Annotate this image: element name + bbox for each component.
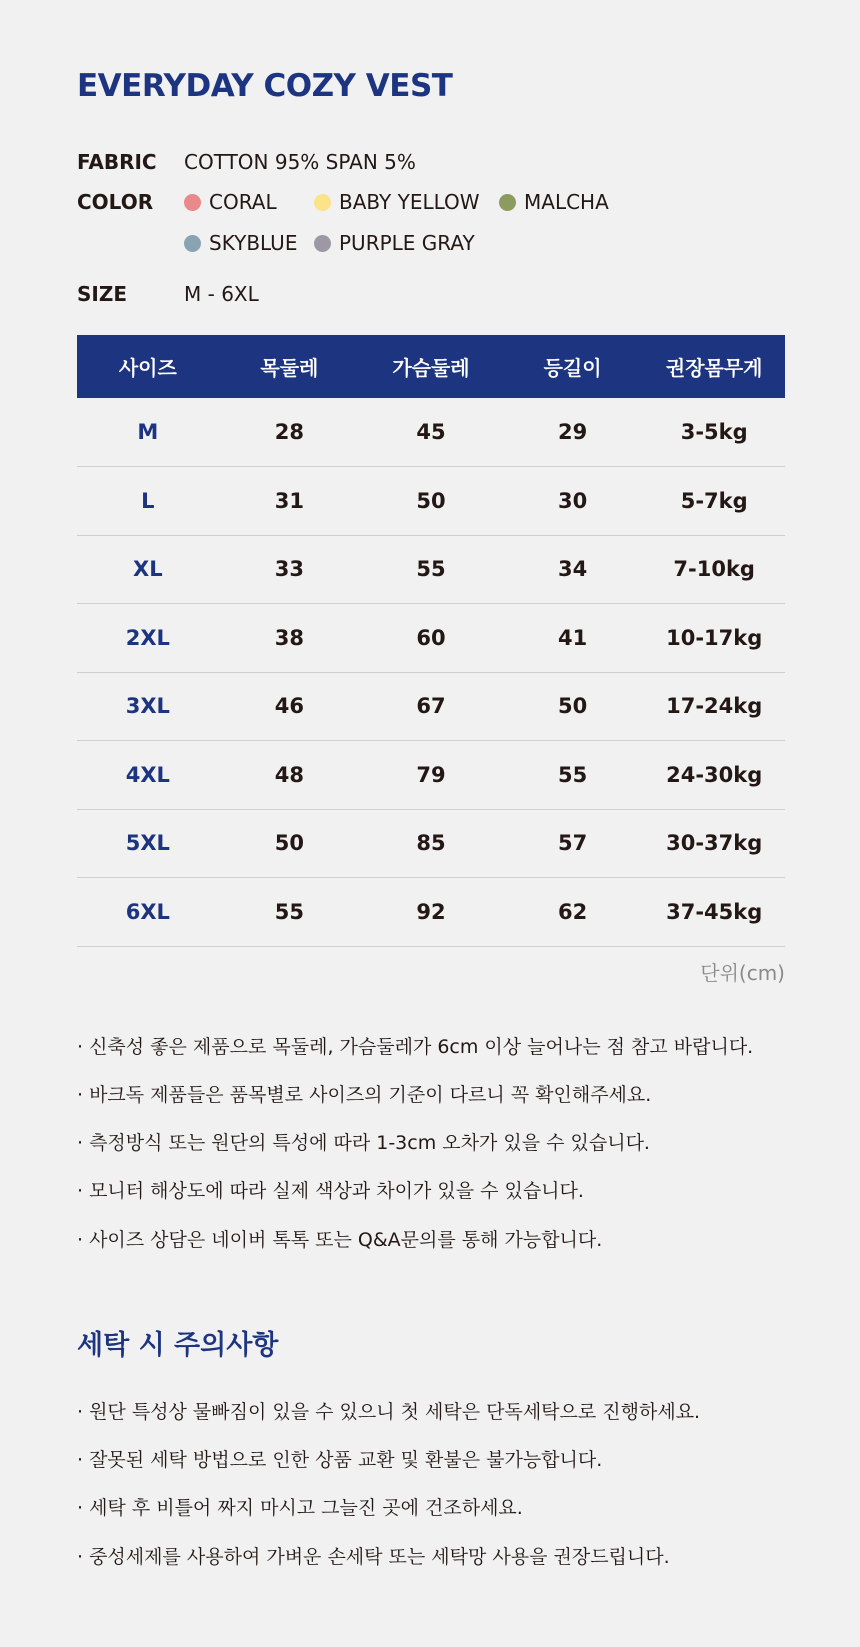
header-weight: 권장몸무게 xyxy=(665,356,763,380)
size-cell: 2XL xyxy=(125,625,170,650)
header-size: 사이즈 xyxy=(118,356,177,380)
neck-cell: 38 xyxy=(274,625,304,650)
size-note: · 사이즈 상담은 네이버 톡톡 또는 Q&A문의를 통해 가능합니다. xyxy=(77,1229,603,1251)
color-name: BABY YELLOW xyxy=(339,190,480,214)
color-dot xyxy=(314,194,331,211)
weight-cell: 17-24kg xyxy=(666,694,763,719)
size-cell: XL xyxy=(133,557,163,582)
weight-cell: 3-5kg xyxy=(680,420,748,444)
color-dot xyxy=(184,194,201,211)
back-length-cell: 50 xyxy=(557,694,588,719)
color-option-baby-yellow xyxy=(314,190,480,214)
color-name: CORAL xyxy=(209,190,277,214)
chest-cell: 50 xyxy=(416,488,446,513)
color-option-coral xyxy=(184,190,277,214)
color-name: PURPLE GRAY xyxy=(339,231,475,255)
unit-label: 단위(cm) xyxy=(700,961,785,985)
back-length-cell: 57 xyxy=(557,831,588,856)
weight-cell: 30-37kg xyxy=(666,831,763,856)
size-cell: 4XL xyxy=(125,762,170,787)
color-dot xyxy=(184,235,201,252)
size-cell: 3XL xyxy=(125,694,170,719)
size-cell: L xyxy=(141,488,155,513)
size-cell: 5XL xyxy=(125,831,170,856)
weight-cell: 5-7kg xyxy=(680,488,748,513)
color-option-purple-gray xyxy=(314,231,475,255)
table-row xyxy=(77,672,785,741)
size-note: · 모니터 해상도에 따라 실제 색상과 차이가 있을 수 있습니다. xyxy=(77,1180,584,1202)
size-chart-table xyxy=(77,335,785,947)
fabric-label: FABRIC xyxy=(77,150,157,174)
header-back-length: 등길이 xyxy=(543,356,602,380)
neck-cell: 28 xyxy=(274,420,304,444)
table-row xyxy=(77,809,785,878)
size-cell: M xyxy=(137,420,159,444)
neck-cell: 31 xyxy=(274,488,304,513)
color-name: SKYBLUE xyxy=(209,231,298,255)
back-length-cell: 29 xyxy=(557,420,588,444)
color-dot xyxy=(499,194,516,211)
washing-note: · 세탁 후 비틀어 짜지 마시고 그늘진 곳에 건조하세요. xyxy=(77,1497,523,1519)
washing-title: 세탁 시 주의사항 xyxy=(77,1330,279,1361)
color-option-malcha xyxy=(499,190,609,214)
back-length-cell: 62 xyxy=(557,899,588,924)
color-dot xyxy=(314,235,331,252)
size-note: · 신축성 좋은 제품으로 목둘레, 가슴둘레가 6cm 이상 늘어나는 점 참고 바랍니다. xyxy=(77,1036,754,1058)
washing-note: · 잘못된 세탁 방법으로 인한 상품 교환 및 환불은 불가능합니다. xyxy=(77,1449,603,1471)
weight-cell: 37-45kg xyxy=(666,899,763,924)
chest-cell: 60 xyxy=(416,625,446,650)
table-row xyxy=(77,398,785,467)
table-row xyxy=(77,535,785,604)
chest-cell: 85 xyxy=(416,831,446,856)
weight-cell: 7-10kg xyxy=(673,557,755,582)
neck-cell: 46 xyxy=(274,694,304,719)
neck-cell: 55 xyxy=(274,899,304,924)
chest-cell: 67 xyxy=(416,694,446,719)
size-label: SIZE xyxy=(77,282,128,306)
header-neck: 목둘레 xyxy=(260,356,319,380)
product-title: EVERYDAY COZY VEST xyxy=(77,68,453,104)
weight-cell: 24-30kg xyxy=(666,762,763,787)
table-row xyxy=(77,878,785,947)
back-length-cell: 34 xyxy=(557,557,588,582)
size-note: · 측정방식 또는 원단의 특성에 따라 1-3cm 오차가 있을 수 있습니다. xyxy=(77,1132,650,1154)
washing-note: · 원단 특성상 물빠짐이 있을 수 있으니 첫 세탁은 단독세탁으로 진행하세요. xyxy=(77,1401,701,1423)
color-option-skyblue xyxy=(184,231,297,255)
neck-cell: 33 xyxy=(274,557,304,582)
chest-cell: 79 xyxy=(416,762,446,787)
neck-cell: 50 xyxy=(274,831,304,856)
chest-cell: 55 xyxy=(416,557,446,582)
chest-cell: 45 xyxy=(416,420,446,444)
table-row xyxy=(77,741,785,810)
fabric-value: COTTON 95% SPAN 5% xyxy=(184,150,416,174)
washing-note: · 중성세제를 사용하여 가벼운 손세탁 또는 세탁망 사용을 권장드립니다. xyxy=(77,1546,670,1568)
color-name: MALCHA xyxy=(524,190,609,214)
table-row xyxy=(77,604,785,673)
size-note: · 바크독 제품들은 품목별로 사이즈의 기준이 다르니 꼭 확인해주세요. xyxy=(77,1084,652,1106)
back-length-cell: 55 xyxy=(557,762,588,787)
neck-cell: 48 xyxy=(274,762,304,787)
color-label: COLOR xyxy=(77,190,154,214)
table-header-row xyxy=(77,335,785,398)
back-length-cell: 41 xyxy=(557,625,588,650)
chest-cell: 92 xyxy=(416,899,446,924)
size-cell: 6XL xyxy=(125,899,170,924)
back-length-cell: 30 xyxy=(557,488,588,513)
size-value: M - 6XL xyxy=(184,282,259,306)
weight-cell: 10-17kg xyxy=(666,625,763,650)
table-row xyxy=(77,467,785,536)
header-chest: 가슴둘레 xyxy=(392,356,470,380)
